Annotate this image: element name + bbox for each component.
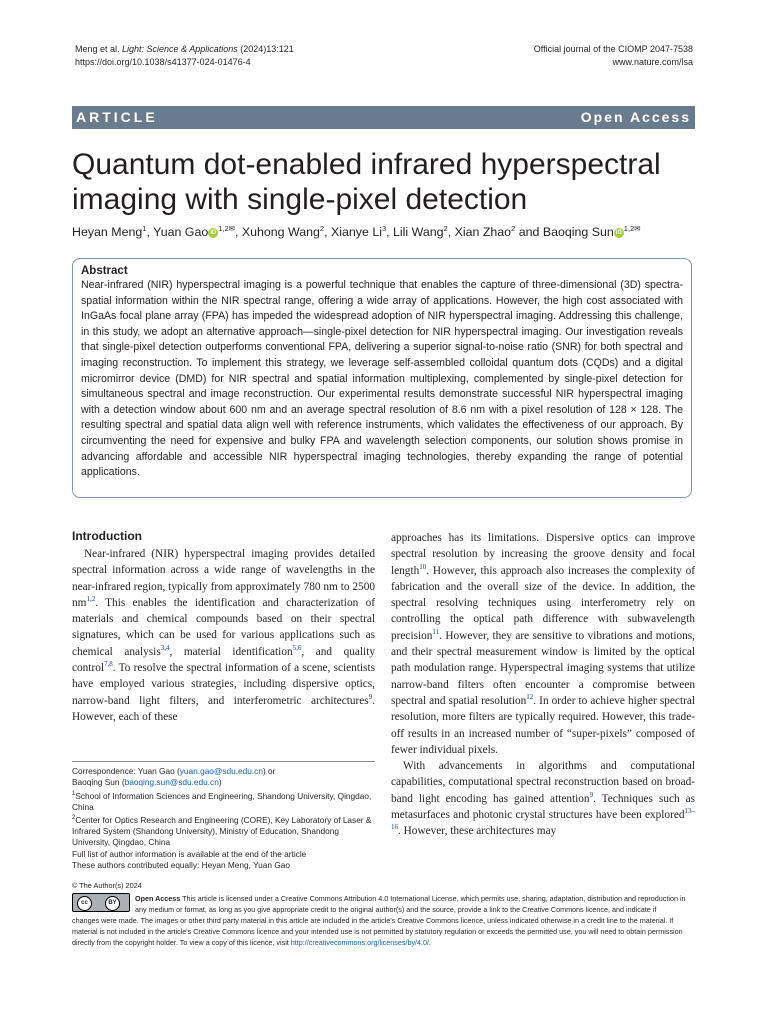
full-list-note: Full list of author information is available at the end of the article — [72, 848, 307, 859]
abstract-text: Near-infrared (NIR) hyperspectral imaging is a powerful technique that enables the capture of three-dimensional (3D) spectra-spatial information within the NIR spectral range, offering a wide array of applications. However, the high cost associated with InGaAs focal plane array (FPA) has impeded the widespread adoption of NIR hyperspectral imaging. Addressing this challenge, in this study, we adopt an alternative approach—single-pixel detection for NIR hyperspectral imaging. Our investigation reveals that single-pixel detection outperforms conventional FPA, delivering a superior signal-to-noise ratio (SNR) for both spectral and imaging reconstruction. To implement this strategy, we leverage self-assembled colloidal quantum dots (CQDs) and a digital micromirror device (DMD) for NIR spectral and spatial information multiplexing, complemented by single-pixel detection for simultaneous spectral and image reconstruction. Our experimental results demonstrate successful NIR hyperspectral imaging with a detection window about 600 nm and an average spectral resolution of 8.6 nm with a pixel resolution of 128 × 128. The resulting spectral and spatial data align well with reference instruments, which validates the effectiveness of our approach. By circumventing the need for expensive and bulky FPA and wavelength selection components, our solution shows promise in advancing affordable and accessible NIR hyperspectral imaging technologies, thereby expanding the range of potential applications. — [81, 279, 683, 479]
abstract-box — [72, 258, 692, 498]
footnote-divider — [72, 761, 375, 762]
abstract-heading: Abstract — [81, 265, 128, 277]
author-name[interactable]: Xuhong Wang$^2$ — [241, 224, 325, 240]
license-text-bottom: changes were made. The images or other third party material in this article are included in the article's Creative Commons licence, unless indicated otherwise in a credit line to the material. If material is not included in the article's Creative Commons licence and your intended use is not permitted by statutory regulation or exceeds the permitted use, you will need to obtain permission directly from the copyright holder. To view a copy of this licence, visit http://creativecommons.org/licenses/by/4.0/. — [72, 916, 683, 947]
email-link[interactable]: yuan.gao@sdu.edu.cn — [179, 766, 263, 776]
author-list: Heyan Meng$^1$, Yuan Gao iD $^{1,2✉}$, Xuhong Wang$^2$, Xianye Li$^3$, Lili Wang$^2$, Xian Zhao$^2$ and Baoqing Sun iD $^{1,2✉}$ — [72, 224, 641, 240]
ref-link[interactable]: 12 — [526, 693, 534, 702]
open-access-label: Open Access — [580, 109, 691, 125]
ref-link[interactable]: 11 — [432, 628, 440, 637]
citation-line — [75, 43, 294, 56]
journal-line: Official journal of the CIOMP 2047-7538 — [533, 44, 693, 54]
author-name[interactable]: Xian Zhao$^2$ — [454, 224, 516, 240]
website-link[interactable]: www.nature.com/lsa — [612, 57, 693, 67]
article-type-label: ARTICLE — [76, 109, 158, 125]
article-banner — [72, 106, 695, 129]
author-name[interactable]: Heyan Meng$^1$ — [72, 224, 147, 240]
cc-by-icon[interactable] — [72, 893, 130, 912]
correspondence-line-2: Baoqing Sun (baoqing.sun@sdu.edu.cn) — [72, 777, 222, 788]
author-name[interactable]: Lili Wang$^2$ — [393, 224, 448, 240]
ref-link[interactable]: 1,2 — [86, 595, 96, 604]
ref-link[interactable]: 3,4 — [160, 644, 170, 653]
orcid-icon[interactable]: iD — [615, 229, 622, 236]
ref-link[interactable]: 9 — [589, 790, 594, 799]
by-icon: BY — [105, 896, 120, 911]
author-name[interactable]: Yuan Gao iD $^{1,2✉}$ — [153, 224, 235, 240]
open-access-bold: Open Access — [135, 894, 181, 903]
introduction-heading: Introduction — [72, 529, 142, 543]
right-column — [391, 530, 695, 840]
right-paragraph-1: approaches has its limitations. Dispersive optics can improve spectral resolution by increasing the groove density and focal length$^{10}$. However, this approach also increases the complexity of fabrication and the overall size of the device. In addition, the spectral resolving techniques using interferometry rely on controlling the optical path difference with subwavelength precision$^{11}$. However, they are sensitive to vibrations and motions, and their spectral measurement window is limited by the optical path modulation range. Hyperspectral imaging systems that utilize narrow-band filters often encounter a compromise between spectral and spatial resolution$^{12}$. In order to achieve higher spectral resolution, more filters are typically required. However, this trade-off results in an increased number of “super-pixels” composed of fewer individual pixels. — [391, 532, 695, 756]
author-name[interactable]: Xianye Li$^3$ — [330, 224, 387, 240]
left-column — [72, 546, 375, 725]
citation-authors: Meng et al. — [75, 44, 123, 54]
affiliation-1: $^1$School of Information Sciences and Engineering, Shandong University, Qingdao, China — [72, 790, 372, 812]
citation-volume: (2024)13:121 — [237, 44, 294, 54]
ref-link[interactable]: 7,8 — [104, 660, 113, 669]
running-header-right — [534, 43, 693, 69]
ref-link[interactable]: 10 — [419, 562, 427, 571]
orcid-icon[interactable]: iD — [210, 229, 217, 236]
equal-contribution-note: These authors contributed equally: Heyan Meng, Yuan Gao — [72, 859, 291, 870]
license-text-top: Open Access This article is licensed under a Creative Commons Attribution 4.0 International License, which permits use, sharing, adaptation, distribution and reproduction in any medium or format, as long as you give appropriate credit to the original author(s) and the source, provide a link to the Creative Commons licence, and indicate if — [135, 894, 686, 914]
copyright-line: © The Author(s) 2024 — [72, 881, 142, 890]
author-name[interactable]: Baoqing Sun iD $^{1,2✉}$ — [542, 224, 641, 240]
correspondence-line-1: Correspondence: Yuan Gao (yuan.gao@sdu.edu.cn) or — [72, 766, 276, 776]
article-title: Quantum dot-enabled infrared hyperspectral imaging with single-pixel detection — [72, 148, 661, 216]
ref-link[interactable]: 9 — [368, 692, 373, 701]
citation-journal: Light: Science & Applications — [122, 44, 238, 54]
running-header-left — [75, 43, 294, 69]
correspondence-block — [72, 766, 375, 871]
intro-paragraph-1: Near-infrared (NIR) hyperspectral imaging provides detailed spectral information across a wide range of wavelengths in the near-infrared region, typically from approximately 780 nm to 2500 nm$^{1,2}$. This enables the identification and characterization of materials and chemical compounds based on their spectral signatures, which can be used for various applications such as chemical analysis$^{3,4}$, material identification$^{5,6}$, and quality control$^{7,8}$. To resolve the spectral information of a scene, scientists have employed various strategies, including dispersive optics, narrow-band light filters, and interferometric architectures$^9$. However, each of these — [72, 548, 375, 723]
right-paragraph-2: With advancements in algorithms and computational capabilities, computational spectral reconstruction based on broad-band light encoding has gained attention$^9$. Techniques such as metasurfaces and photonic crystal structures have been explored$^{13-16}$. However, these architectures may — [391, 760, 695, 838]
ref-link[interactable]: 13–16 — [391, 807, 695, 832]
license-url-link[interactable]: http://creativecommons.org/licenses/by/4.0/ — [290, 938, 430, 947]
affiliation-2: $^2$Center for Optics Research and Engineering (CORE), Key Laboratory of Laser & Infrared System (Shandong University), Ministry of Education, Shandong University, Qingdao, China — [72, 814, 372, 848]
cc-icon: cc — [77, 896, 92, 911]
ref-link[interactable]: 5,6 — [292, 644, 302, 653]
email-link[interactable]: baoqing.sun@sdu.edu.cn — [124, 777, 219, 788]
doi-link[interactable]: https://doi.org/10.1038/s41377-024-01476-4 — [75, 57, 251, 67]
